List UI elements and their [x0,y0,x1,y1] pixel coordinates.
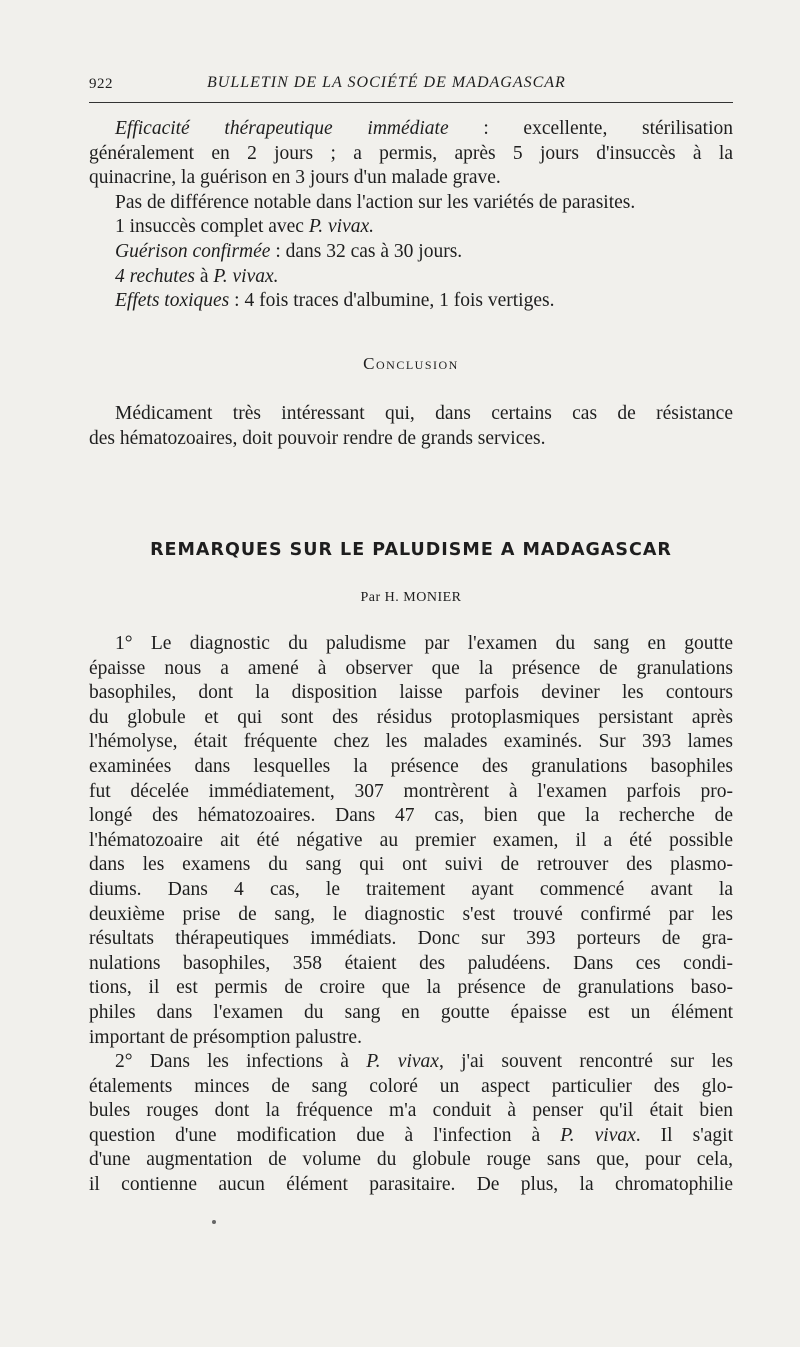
text-line: basophiles, dont la disposition laisse parfois deviner les contours [89,682,733,704]
text-line: étalements minces de sang coloré un aspect particulier des glo- [89,1075,733,1097]
text-line: dans les examens du sang qui ont suivi de retrouver des plasmo- [89,854,733,876]
text-line: Guérison confirmée : dans 32 cas à 30 jours. [115,240,463,262]
article-title: REMARQUES SUR LE PALUDISME A MADAGASCAR [150,540,672,560]
text-line: l'hématozoaire ait été négative au premier examen, il a été possible [89,829,733,851]
text-line: important de présomption palustre. [89,1026,362,1048]
text-line: 1 insuccès complet avec P. vivax. [115,216,374,238]
text-line: Médicament très intéressant qui, dans certains cas de résistance [115,403,733,424]
page-number: 922 [89,76,113,92]
text-line: d'une augmentation de volume du globule rouge sans que, pour cela, [89,1149,733,1171]
text-line: deuxième prise de sang, le diagnostic s'est trouvé confirmé par les [89,903,733,925]
text-line: examinées dans lesquelles la présence des granulations basophiles [89,755,733,777]
text-line: fut décelée immédiatement, 307 montrèrent à l'examen parfois pro- [89,780,733,802]
article-byline: Par H. MONIER [360,590,462,605]
journal-title: BULLETIN DE LA SOCIÉTÉ DE MADAGASCAR [207,74,566,91]
article-body [89,632,733,1198]
header-rule [89,102,733,103]
text-line: nulations basophiles, 358 étaient des paludéens. Dans ces condi- [89,952,733,974]
text-line: généralement en 2 jours ; a permis, après 5 jours d'insuccès à la [89,142,733,164]
text-line: épaisse nous a amené à observer que la présence de granulations [89,657,733,679]
conclusion-heading: Conclusion [363,354,459,373]
text-line: l'hémolyse, était fréquente chez les malades examinés. Sur 393 lames [89,731,733,753]
text-line: tions, il est permis de croire que la présence de granulations baso- [89,977,733,999]
running-head [89,72,733,96]
text-line: du globule et qui sont des résidus protoplasmiques persistant après [89,706,733,728]
text-line: bules rouges dont la fréquence m'a conduit à penser qu'il était bien [89,1100,733,1122]
conclusion-text [89,402,733,451]
text-line: quinacrine, la guérison en 3 jours d'un malade grave. [89,167,501,189]
text-line: question d'une modification due à l'infection à P. vivax. Il s'agit [89,1124,734,1146]
text-line: 1° Le diagnostic du paludisme par l'examen du sang en goutte [115,633,733,654]
text-line: philes dans l'examen du sang en goutte épaisse est un élément [89,1001,733,1023]
text-line: 2° Dans les infections à P. vivax, j'ai souvent rencontré sur les [115,1051,733,1073]
text-line: Effets toxiques : 4 fois traces d'albumine, 1 fois vertiges. [115,290,555,312]
text-line: diums. Dans 4 cas, le traitement ayant commencé avant la [89,878,733,900]
text-line: des hématozoaires, doit pouvoir rendre de grands services. [89,427,546,449]
preceding-article-text [89,117,733,314]
text-line: Pas de différence notable dans l'action sur les variétés de parasites. [115,191,636,213]
paper-speck [212,1220,216,1224]
text-line: Efficacité thérapeutique immédiate : excellente, stérilisation [115,118,733,139]
text-line: il contienne aucun élément parasitaire. De plus, la chromatophilie [89,1174,733,1196]
text-line: longé des hématozoaires. Dans 47 cas, bien que la recherche de [89,805,733,827]
text-line: 4 rechutes à P. vivax. [115,265,279,287]
text-line: résultats thérapeutiques immédiats. Donc sur 393 porteurs de gra- [89,928,733,950]
